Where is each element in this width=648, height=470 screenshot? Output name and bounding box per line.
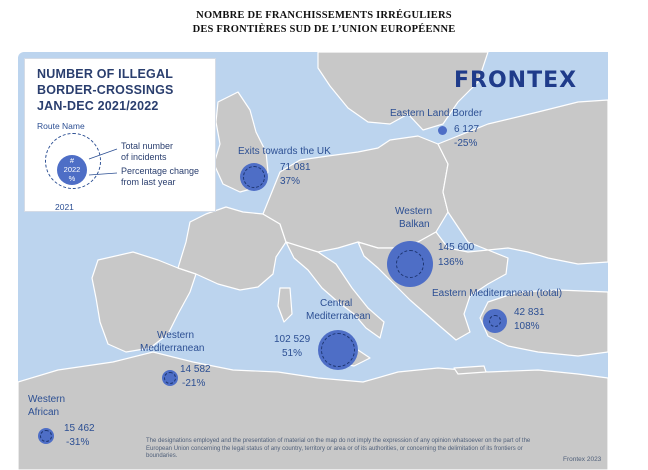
- legend-leader-lines: [25, 59, 215, 211]
- route-label-central-med-2: Mediterranean: [306, 311, 371, 322]
- legend-title-line1: NUMBER OF ILLEGAL: [37, 67, 174, 81]
- route-label-western-med: Western: [157, 330, 195, 341]
- route-label-eastern-med: Eastern Mediterranean (total): [432, 288, 563, 299]
- route-count-central-med: 102 529: [274, 334, 311, 345]
- legend-year-previous: 2021: [55, 202, 74, 212]
- route-label-eastern-land-border: Eastern Land Border: [390, 108, 483, 119]
- bubble-western-african: [38, 428, 54, 444]
- map-credit: Frontex 2023: [563, 456, 602, 463]
- legend-pct: %: [68, 174, 76, 183]
- legend-title-line3: JAN-DEC 2021/2022: [37, 99, 159, 113]
- legend-total-line2: of incidents: [121, 152, 167, 162]
- route-change-eastern-land-border: -25%: [454, 138, 478, 149]
- legend: [24, 58, 216, 212]
- document-title-line1: NOMBRE DE FRANCHISSEMENTS IRRÉGULIERS: [196, 10, 452, 21]
- route-change-western-balkan: 136%: [438, 257, 464, 268]
- legend-year-current: 2022: [63, 165, 81, 174]
- route-label-central-med: Central: [320, 298, 353, 309]
- bubble-western-balkan: [387, 241, 433, 287]
- route-count-western-med: 14 582: [180, 364, 211, 375]
- bubble-uk: [240, 163, 268, 191]
- route-count-western-balkan: 145 600: [438, 242, 475, 253]
- route-count-western-african: 15 462: [64, 423, 95, 434]
- bubble-central-med: [318, 330, 358, 370]
- document-title-line2: DES FRONTIÈRES SUD DE L’UNION EUROPÉENNE: [192, 24, 456, 35]
- route-label-uk: Exits towards the UK: [238, 146, 331, 157]
- bubble-eastern-land-border: [438, 126, 447, 135]
- route-label-western-balkan-2: Balkan: [399, 219, 430, 230]
- route-count-eastern-med: 42 831: [514, 307, 545, 318]
- frontex-logo: FRONTEX: [454, 68, 578, 93]
- bubble-western-med: [162, 370, 178, 386]
- document-title: [0, 9, 648, 37]
- map: [18, 52, 608, 470]
- route-change-central-med: 51%: [282, 348, 303, 359]
- route-count-eastern-land-border: 6 127: [454, 124, 480, 135]
- legend-hash: #: [69, 156, 75, 165]
- route-change-uk: 37%: [280, 176, 301, 187]
- route-count-uk: 71 081: [280, 162, 311, 173]
- route-change-western-med: -21%: [182, 378, 206, 389]
- route-label-western-african-2: African: [28, 407, 60, 418]
- legend-title-line2: BORDER-CROSSINGS: [37, 83, 174, 97]
- legend-pct-line2: from last year: [121, 177, 176, 187]
- route-change-western-african: -31%: [66, 437, 90, 448]
- route-label-western-balkan: Western: [395, 206, 433, 217]
- route-label-western-med-2: Mediterranean: [140, 343, 205, 354]
- bubble-eastern-med: [483, 309, 507, 333]
- route-change-eastern-med: 108%: [514, 321, 540, 332]
- map-disclaimer: The designations employed and the presentation of material on the map do not imply the expression of any opinion whatsoever on the part of the European Union concerning the legal status of any country, territory or area or of its authorities, or concerning the delimitation of its frontiers or boundaries.: [146, 438, 531, 459]
- legend-route-name: Route Name: [37, 121, 85, 131]
- route-label-western-african: Western: [28, 394, 66, 405]
- legend-pct-line1: Percentage change: [121, 166, 200, 176]
- legend-total-line1: Total number: [121, 141, 174, 151]
